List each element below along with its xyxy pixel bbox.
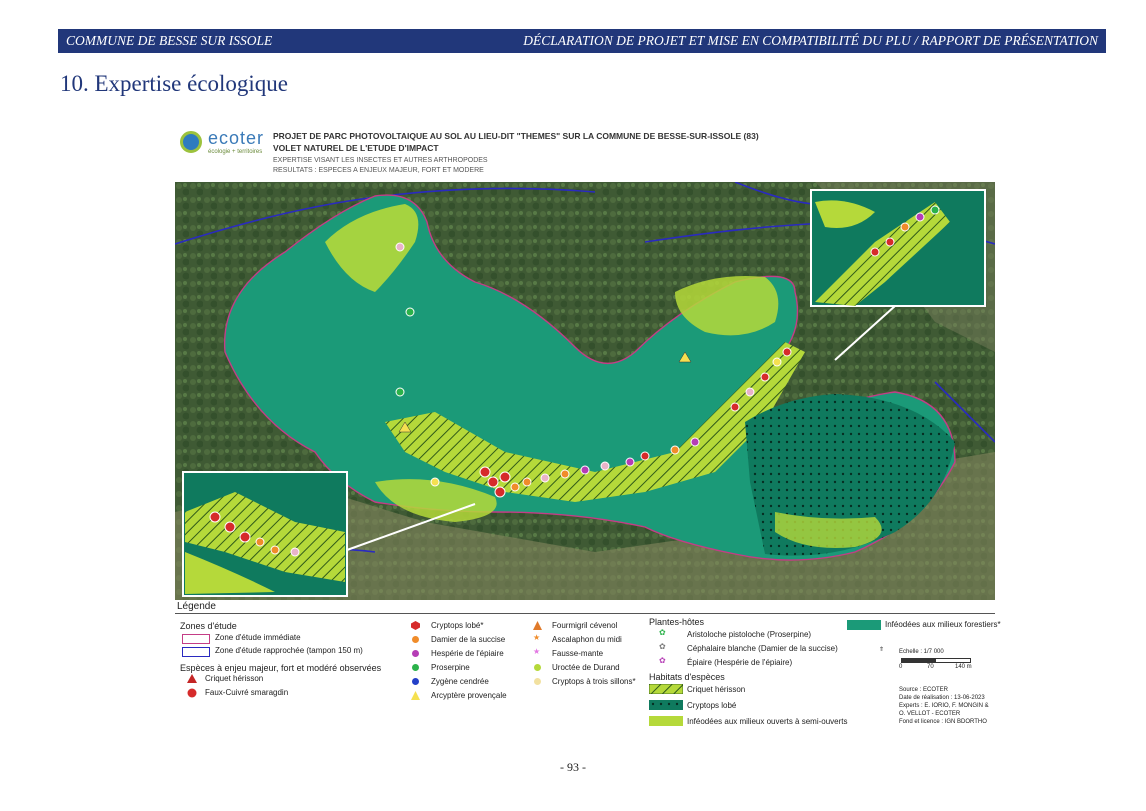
map-title-line-2: VOLET NATUREL DE L'ETUDE D'IMPACT bbox=[273, 143, 439, 153]
section-title: 10. Expertise écologique bbox=[60, 71, 289, 96]
legend-species-fourmigril: Fourmigril cévenol bbox=[552, 621, 618, 630]
damier-marker-icon bbox=[411, 635, 420, 644]
cryptops-lobe-marker-icon bbox=[411, 621, 420, 630]
map-subtitle-line-1: EXPERTISE VISANT LES INSECTES ET AUTRES ARTHROPODES bbox=[273, 157, 488, 164]
fausse-mante-star-icon: ★ bbox=[533, 647, 541, 656]
legend-species-heading: Espèces à enjeu majeur, fort et modéré observées bbox=[180, 663, 382, 673]
epiaire-icon: ✿ bbox=[659, 656, 666, 665]
banner-document-title: DÉCLARATION DE PROJET ET MISE EN COMPATIBILITÉ DU PLU / RAPPORT DE PRÉSENTATION bbox=[523, 33, 1098, 48]
habitat-forest-swatch bbox=[847, 620, 881, 630]
legend-species-damier: Damier de la succise bbox=[431, 635, 506, 644]
faux-cuivre-marker-icon bbox=[187, 688, 197, 698]
hesperie-marker-icon bbox=[411, 649, 420, 658]
inset-northeast bbox=[811, 190, 985, 306]
header-banner bbox=[58, 29, 1106, 53]
map-subtitle-line-2: RESULTATS : ESPECES A ENJEUX MAJEUR, FORT ET MODERE bbox=[273, 167, 484, 174]
legend-species-arcyptere: Arcyptère provençale bbox=[431, 691, 507, 700]
legend-species-cryptops-trois-sillons: Cryptops à trois sillons* bbox=[552, 677, 636, 686]
logo-name: ecoter bbox=[208, 128, 265, 148]
ascalaphon-star-icon: ★ bbox=[533, 633, 541, 642]
scale-tick-0: 0 bbox=[899, 664, 903, 670]
legend-habitats-heading: Habitats d'espèces bbox=[649, 672, 725, 682]
zone-immediate-swatch bbox=[182, 634, 210, 644]
legend-plant-epiaire: Épiaire (Hespérie de l'épiaire) bbox=[687, 658, 793, 667]
legend-zones-heading: Zones d'étude bbox=[180, 621, 237, 631]
legend-species-criquet: Criquet hérisson bbox=[205, 674, 264, 683]
zygene-marker-icon bbox=[411, 677, 420, 686]
legend-species-proserpine: Proserpine bbox=[431, 663, 470, 672]
habitat-criquet-swatch bbox=[649, 684, 683, 694]
legend-habitat-cryptops: Cryptops lobé bbox=[687, 701, 737, 710]
cephalaire-icon: ✿ bbox=[659, 642, 666, 651]
legend-species-ascalaphon: Ascalaphon du midi bbox=[552, 635, 622, 644]
scale-bar bbox=[901, 658, 971, 663]
legend-title: Légende bbox=[177, 601, 216, 612]
credit-date: Date de réalisation : 13-06-2023 bbox=[899, 695, 985, 701]
fourmigril-marker-icon bbox=[533, 621, 542, 630]
criquet-herisson-marker-icon bbox=[187, 674, 197, 683]
legend-habitat-criquet: Criquet hérisson bbox=[687, 685, 746, 694]
habitat-map bbox=[175, 182, 995, 600]
ecoter-logo-icon bbox=[180, 131, 202, 153]
cryptops-trois-sillons-marker-icon bbox=[533, 677, 542, 686]
legend-habitat-forest: Inféodées aux milieux forestiers* bbox=[885, 620, 1001, 629]
habitat-cryptops-swatch bbox=[649, 700, 683, 710]
legend-species-faux-cuivre: Faux-Cuivré smaragdin bbox=[205, 688, 289, 697]
map-figure bbox=[175, 126, 1001, 731]
legend-zone-immediate: Zone d'étude immédiate bbox=[215, 633, 301, 642]
credit-licence: Fond et licence : IGN BDORTHO bbox=[899, 719, 987, 725]
proserpine-marker-icon bbox=[411, 663, 420, 672]
inset-southwest bbox=[183, 472, 347, 596]
north-arrow-icon: ⇑ bbox=[879, 647, 885, 653]
credit-source: Source : ECOTER bbox=[899, 687, 949, 693]
credit-experts: Experts : E. IORIO, F. MONGIN & bbox=[899, 703, 989, 709]
habitat-open-swatch bbox=[649, 716, 683, 726]
legend-zone-rapprochee: Zone d'étude rapprochée (tampon 150 m) bbox=[215, 646, 363, 655]
scale-label: Echelle : 1/7 000 bbox=[899, 649, 944, 655]
legend-habitat-open: Inféodées aux milieux ouverts à semi-ouverts bbox=[687, 717, 848, 726]
banner-commune: COMMUNE DE BESSE SUR ISSOLE bbox=[66, 33, 273, 48]
legend-species-cryptops-lobe: Cryptops lobé* bbox=[431, 621, 484, 630]
credit-experts-cont: O. VELLOT - ECOTER bbox=[899, 711, 961, 717]
page-number: - 93 - bbox=[560, 760, 586, 774]
legend-plants-heading: Plantes-hôtes bbox=[649, 617, 705, 627]
legend-species-fausse-mante: Fausse-mante bbox=[552, 649, 604, 658]
scale-tick-70: 70 bbox=[927, 664, 934, 670]
legend-species-uroctee: Uroctée de Durand bbox=[552, 663, 620, 672]
uroctee-marker-icon bbox=[533, 663, 542, 672]
legend-species-zygene: Zygène cendrée bbox=[431, 677, 489, 686]
legend-species-hesperie: Hespérie de l'épiaire bbox=[431, 649, 504, 658]
legend-divider bbox=[175, 613, 995, 614]
arcyptere-marker-icon bbox=[411, 691, 420, 700]
map-title-line-1: PROJET DE PARC PHOTOVOLTAIQUE AU SOL AU LIEU-DIT "THEMES" SUR LA COMMUNE DE BESSE-SUR-ISSOLE (83) bbox=[273, 131, 759, 141]
zone-rapprochee-swatch bbox=[182, 647, 210, 657]
logo-tagline: écologie + territoires bbox=[208, 149, 263, 155]
legend-plant-cephalaire: Céphalaire blanche (Damier de la succise) bbox=[687, 644, 838, 653]
legend-plant-aristoloche: Aristoloche pistoloche (Proserpine) bbox=[687, 630, 812, 639]
aristoloche-icon: ✿ bbox=[659, 628, 666, 637]
scale-tick-140: 140 m bbox=[955, 664, 972, 670]
map-header bbox=[175, 126, 995, 182]
